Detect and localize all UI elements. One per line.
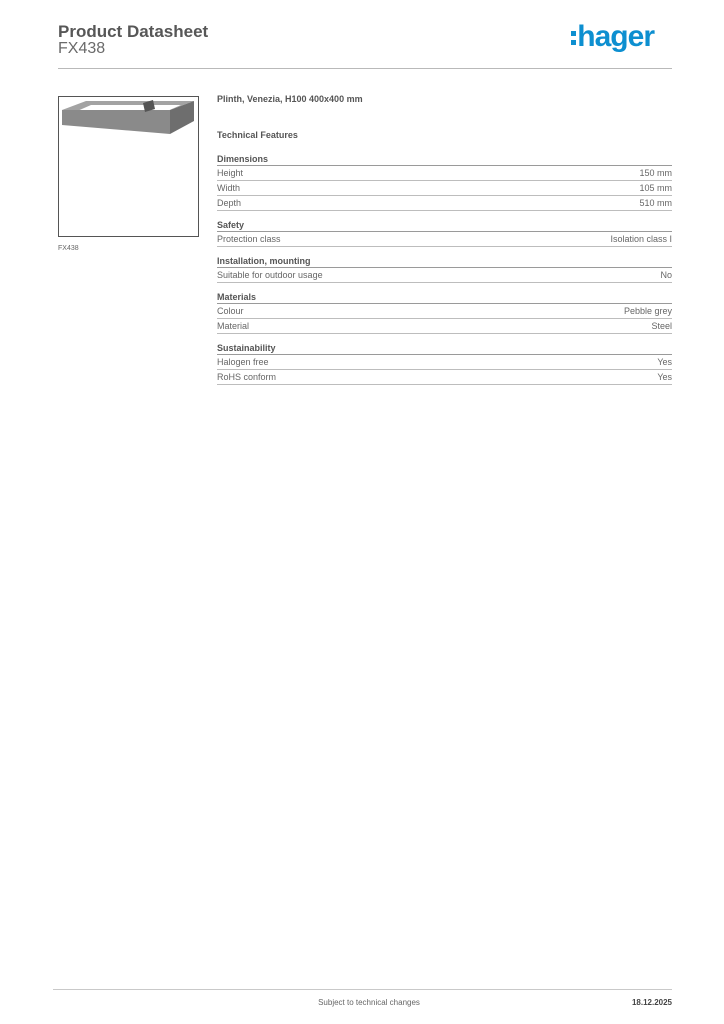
spec-label: Width xyxy=(217,183,241,193)
page-header xyxy=(58,20,672,68)
document-title: Product Datasheet xyxy=(58,22,209,41)
spec-value: Yes xyxy=(657,372,672,382)
spec-value: Steel xyxy=(651,321,672,331)
section-title: Dimensions xyxy=(217,153,672,166)
spec-row-height xyxy=(217,166,672,181)
hager-logo xyxy=(571,20,654,54)
spec-row-width xyxy=(217,181,672,196)
footer-divider xyxy=(53,989,672,990)
spec-row-halogen-free xyxy=(217,355,672,370)
spec-value: 510 mm xyxy=(639,198,672,208)
logo-colon-icon xyxy=(571,26,576,48)
spec-row-colour xyxy=(217,304,672,319)
section-installation xyxy=(217,255,672,283)
spec-row-protection-class xyxy=(217,232,672,247)
section-title: Installation, mounting xyxy=(217,255,672,268)
image-caption: FX438 xyxy=(58,245,79,252)
spec-value: 105 mm xyxy=(639,183,672,193)
spec-row-depth xyxy=(217,196,672,211)
spec-label: Depth xyxy=(217,198,242,208)
spec-label: Colour xyxy=(217,306,244,316)
spec-value: Yes xyxy=(657,357,672,367)
section-sustainability xyxy=(217,342,672,385)
section-materials xyxy=(217,291,672,334)
spec-label: Suitable for outdoor usage xyxy=(217,270,323,280)
technical-features-heading: Technical Features xyxy=(217,130,298,140)
spec-label: Protection class xyxy=(217,234,281,244)
spec-content xyxy=(217,94,672,393)
spec-label: Material xyxy=(217,321,250,331)
spec-label: Height xyxy=(217,168,244,178)
section-title: Safety xyxy=(217,219,672,232)
spec-value: Isolation class I xyxy=(610,234,672,244)
logo-text: hager xyxy=(577,20,654,53)
section-safety xyxy=(217,219,672,247)
header-divider xyxy=(58,68,672,69)
spec-row-material xyxy=(217,319,672,334)
footer-note: Subject to technical changes xyxy=(318,998,420,1007)
spec-value: Pebble grey xyxy=(623,306,672,316)
product-image xyxy=(58,96,199,237)
section-title: Materials xyxy=(217,291,672,304)
product-name: Plinth, Venezia, H100 400x400 mm xyxy=(217,94,363,104)
product-code: FX438 xyxy=(58,40,106,57)
spec-row-rohs xyxy=(217,370,672,385)
plinth-illustration xyxy=(59,97,198,236)
spec-label: Halogen free xyxy=(217,357,269,367)
section-title: Sustainability xyxy=(217,342,672,355)
spec-row-outdoor-usage xyxy=(217,268,672,283)
footer-date: 18.12.2025 xyxy=(631,998,672,1007)
spec-value: 150 mm xyxy=(639,168,672,178)
spec-value: No xyxy=(660,270,672,280)
spec-label: RoHS conform xyxy=(217,372,277,382)
section-dimensions xyxy=(217,153,672,211)
